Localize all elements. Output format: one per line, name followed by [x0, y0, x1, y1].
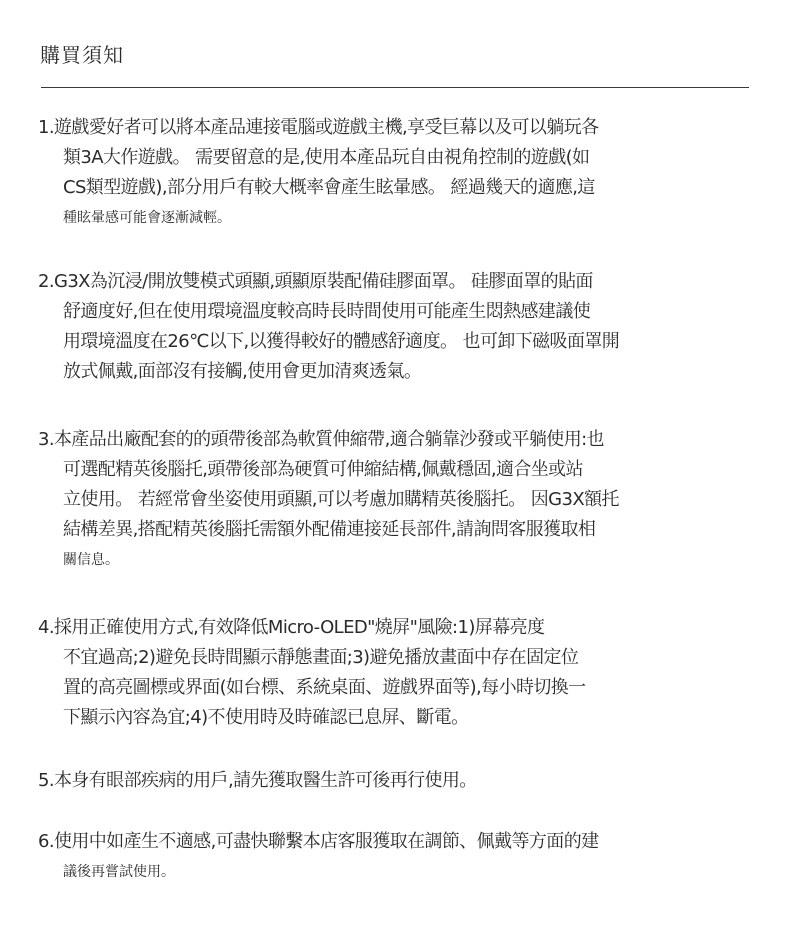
notice-item-6	[38, 827, 599, 887]
notice-item-1	[38, 113, 599, 233]
notice-line: 關信息。	[63, 552, 119, 568]
notice-line: CS類型遊戲),部分用戶有較大概率會產生眩暈感。 經過幾天的適應,這	[63, 177, 595, 198]
notice-line: 下顯示內容為宜;4)不使用時及時確認已息屏、斷電。	[63, 707, 469, 728]
notice-item-4	[38, 613, 586, 733]
notice-item-3	[38, 425, 619, 575]
notice-line: 類3A大作遊戲。 需要留意的是,使用本產品玩自由視角控制的遊戲(如	[63, 147, 590, 168]
notice-line: 用環境溫度在26℃以下,以獲得較好的體感舒適度。 也可卸下磁吸面罩開	[63, 331, 620, 352]
notice-line: 結構差異,搭配精英後腦托需額外配備連接延長部件,請詢問客服獲取相	[63, 519, 596, 540]
notice-line: 5.本身有眼部疾病的用戶,請先獲取醫生許可後再行使用。	[38, 770, 477, 791]
notice-line: 種眩暈感可能會逐漸減輕。	[63, 210, 231, 226]
notice-line: 立使用。 若經常會坐姿使用頭顯,可以考慮加購精英後腦托。 因G3X額托	[63, 489, 619, 510]
notice-line: 可選配精英後腦托,頭帶後部為硬質可伸縮結構,佩戴穩固,適合坐或站	[63, 459, 583, 480]
notice-item-5	[38, 766, 477, 796]
notice-line: 4.採用正確使用方式,有效降低Micro-OLED"燒屏"風險:1)屏幕亮度	[38, 617, 545, 638]
title-divider	[41, 87, 749, 88]
notice-line: 放式佩戴,面部沒有接觸,使用會更加清爽透氣。	[63, 361, 422, 382]
notice-line: 2.G3X為沉浸/開放雙模式頭顯,頭顯原裝配備硅膠面罩。 硅膠面罩的貼面	[38, 271, 593, 292]
notice-line: 置的高亮圖標或界面(如台標、系統桌面、遊戲界面等),每小時切換一	[63, 677, 586, 698]
notice-line: 議後再嘗試使用。	[63, 864, 175, 880]
page-title: 購買須知	[40, 43, 124, 67]
notice-line: 舒適度好,但在使用環境溫度較高時長時間使用可能產生悶熱感建議使	[63, 301, 591, 322]
notice-line: 6.使用中如產生不適感,可盡快聯繫本店客服獲取在調節、佩戴等方面的建	[38, 831, 599, 852]
notice-line: 1.遊戲愛好者可以將本產品連接電腦或遊戲主機,享受巨幕以及可以躺玩各	[38, 117, 599, 138]
notice-item-2	[38, 267, 619, 387]
notice-line: 不宜過高;2)避免長時間顯示靜態畫面;3)避免播放畫面中存在固定位	[63, 647, 579, 668]
notice-line: 3.本產品出廠配套的的頭帶後部為軟質伸縮帶,適合躺靠沙發或平躺使用:也	[38, 429, 604, 450]
